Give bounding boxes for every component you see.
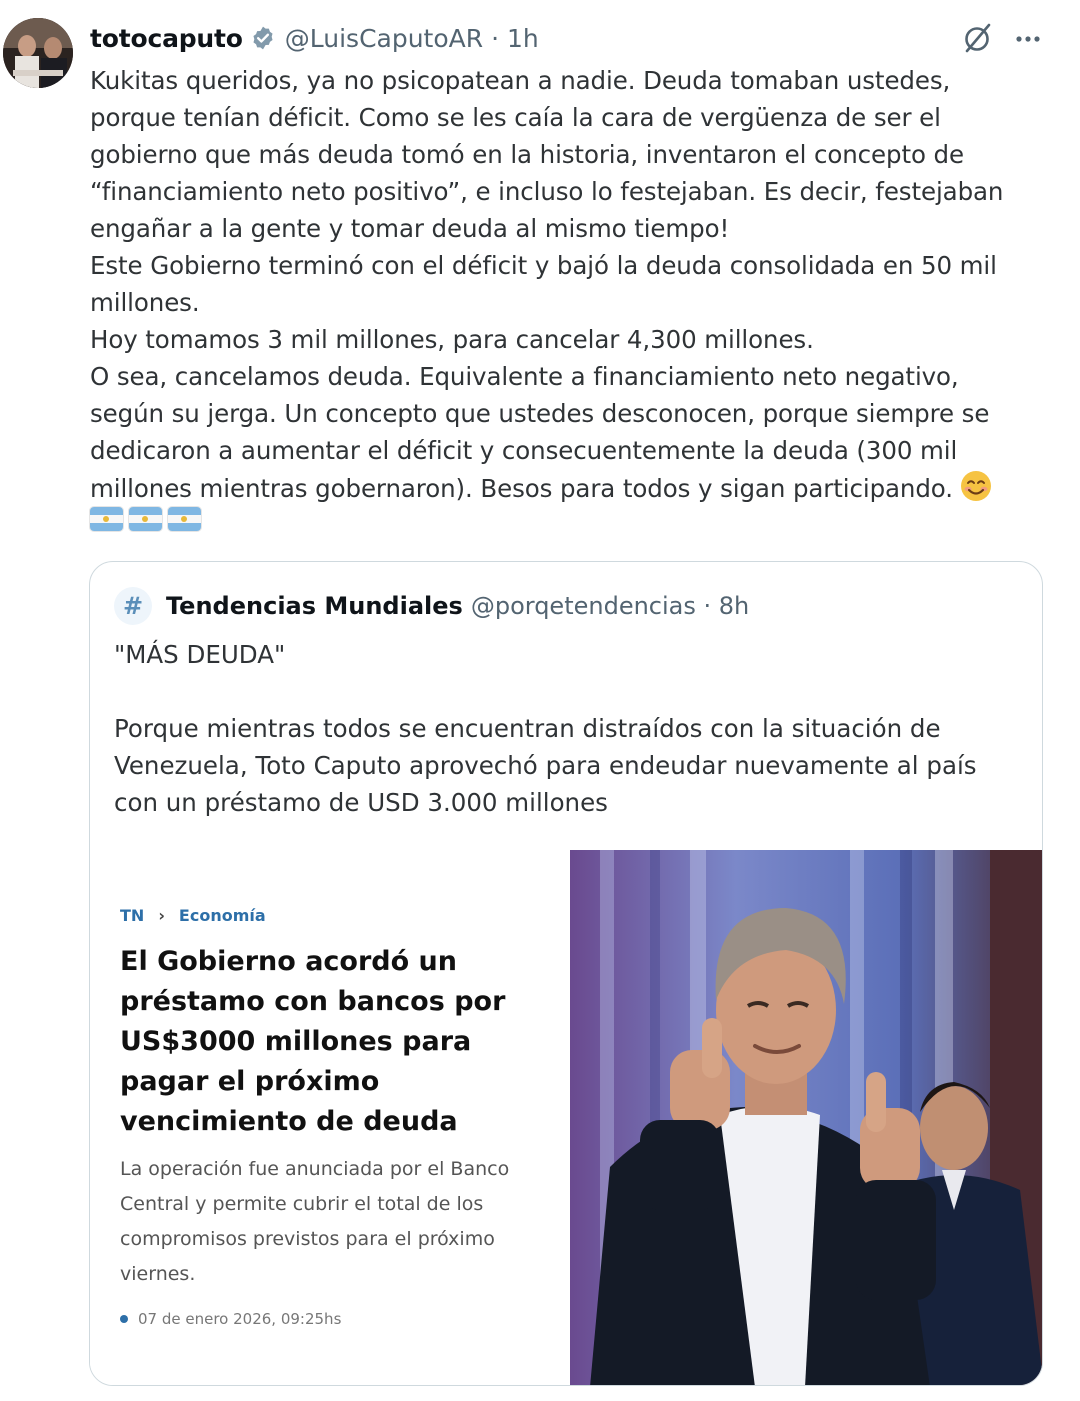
- article-photo: [570, 850, 1043, 1386]
- quoted-time: 8h: [718, 592, 750, 620]
- flag-emojis: [90, 507, 201, 531]
- avatar-photo: [3, 18, 73, 88]
- tweet-header: [90, 18, 539, 58]
- quoted-author-handle[interactable]: @porqetendencias · 8h: [470, 592, 750, 620]
- bullet-icon: [120, 1315, 128, 1323]
- quoted-tweet-text: "MÁS DEUDA" Porque mientras todos se encuentran distraídos con la situación de Venezuela, Toto Caputo aprovechó para endeudar nuevamente al país con un préstamo de USD 3.000 millones: [114, 640, 977, 817]
- tweet-text: Kukitas queridos, ya no psicopatean a nadie. Deuda tomaban ustedes, porque tenían déficit. Como se les caía la cara de vergüenza de ser el gobierno que más deuda tomó en la historia, inventaron el concepto de “financiamiento neto positivo”, e incluso lo festejaban. Es decir, festejaban engañar a la gente y tomar deuda al mismo tiempo! Este Gobierno terminó con el déficit y bajó la deuda consolidada en 50 mil millones. Hoy tomamos 3 mil millones, para cancelar 4,300 millones. O sea, cancelamos deuda. Equivalente a financiamiento neto negativo, según su jerga. Un concepto que ustedes desconocen, porque siempre se dedicaron a aumentar el déficit y consecuentemente la deuda (300 mil millones mientras gobernaron). Besos para todos y sigan participando.: [90, 62, 1050, 513]
- more-icon[interactable]: [1012, 20, 1044, 56]
- author-avatar[interactable]: [3, 18, 73, 88]
- article-headline[interactable]: El Gobierno acordó un préstamo con bancos por US$3000 millones para pagar el próximo vencimiento de deuda: [120, 946, 506, 1137]
- argentina-flag-emoji: [168, 507, 201, 531]
- argentina-flag-emoji: [90, 507, 123, 531]
- link-card[interactable]: [90, 850, 570, 1386]
- author-handle[interactable]: @LuisCaputoAR · 1h: [284, 23, 539, 53]
- verified-badge-icon: [250, 25, 276, 51]
- breadcrumb-section[interactable]: Economía: [178, 906, 266, 925]
- author-name[interactable]: totocaputo: [90, 23, 243, 53]
- chevron-right-icon: ›: [158, 906, 165, 925]
- tweet-time: 1h: [506, 23, 539, 53]
- article-date: 07 de enero 2026, 09:25hs: [120, 1310, 341, 1328]
- quoted-author-name[interactable]: Tendencias Mundiales: [166, 592, 463, 620]
- article-lede: La operación fue anunciada por el Banco Central y permite cubrir el total de los compromisos previstos para el próximo viernes.: [120, 1158, 510, 1285]
- article-image[interactable]: [570, 850, 1043, 1386]
- quoted-tweet-header: [114, 586, 749, 626]
- breadcrumb-source[interactable]: TN: [120, 906, 145, 925]
- grok-icon[interactable]: [960, 20, 996, 56]
- quoted-tweet[interactable]: [89, 561, 1043, 1386]
- breadcrumb: [120, 906, 266, 925]
- hashtag-icon[interactable]: #: [114, 587, 152, 625]
- smiling-face-emoji: [959, 469, 993, 513]
- argentina-flag-emoji: [129, 507, 162, 531]
